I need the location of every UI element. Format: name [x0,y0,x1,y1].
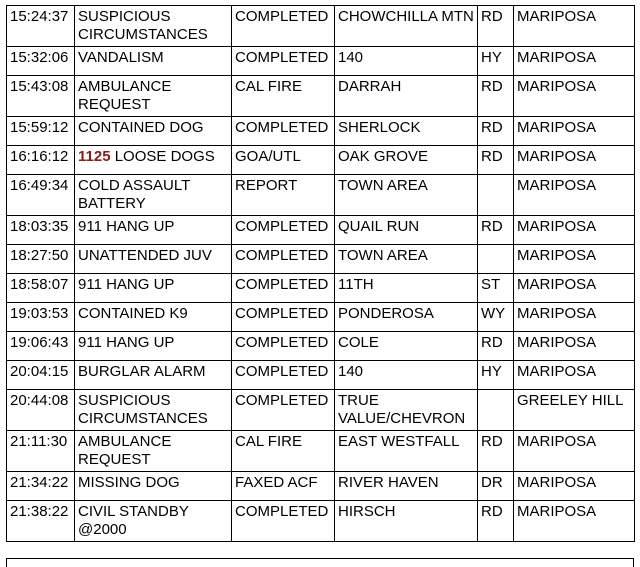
location-cell: EAST WESTFALL [335,431,478,472]
disposition-cell: COMPLETED [232,501,335,542]
area-cell: MARIPOSA [514,303,635,332]
street-suffix-cell: DR [478,472,514,501]
disposition-cell: COMPLETED [232,6,335,47]
area-cell: MARIPOSA [514,245,635,274]
time-cell: 15:59:12 [7,117,75,146]
call-log-table [6,5,635,542]
disposition-cell: COMPLETED [232,390,335,431]
call-code: 1125 [78,148,111,165]
location-cell: TOWN AREA [335,175,478,216]
table-row [7,146,635,175]
time-cell: 19:06:43 [7,332,75,361]
area-cell: MARIPOSA [514,47,635,76]
disposition-cell: FAXED ACF [232,472,335,501]
table-row [7,472,635,501]
time-cell: 21:34:22 [7,472,75,501]
table-row [7,175,635,216]
call-type-cell: UNATTENDED JUV [75,245,232,274]
location-cell: RIVER HAVEN [335,472,478,501]
location-cell: COLE [335,332,478,361]
call-type-cell: CONTAINED K9 [75,303,232,332]
call-type-cell: 911 HANG UP [75,274,232,303]
street-suffix-cell: ST [478,274,514,303]
area-cell: MARIPOSA [514,501,635,542]
location-cell: CHOWCHILLA MTN [335,6,478,47]
time-cell: 20:04:15 [7,361,75,390]
area-cell: MARIPOSA [514,361,635,390]
street-suffix-cell: HY [478,361,514,390]
location-cell: 11TH [335,274,478,303]
street-suffix-cell: RD [478,216,514,245]
table-row [7,6,635,47]
street-suffix-cell: RD [478,6,514,47]
area-cell: GREELEY HILL [514,390,635,431]
area-cell: MARIPOSA [514,216,635,245]
area-cell: MARIPOSA [514,146,635,175]
area-cell: MARIPOSA [514,431,635,472]
disposition-cell: CAL FIRE [232,76,335,117]
area-cell: MARIPOSA [514,6,635,47]
call-type-cell [75,146,232,175]
call-type-cell: 911 HANG UP [75,332,232,361]
table-row [7,501,635,542]
call-type-cell: CONTAINED DOG [75,117,232,146]
table-row [7,76,635,117]
call-type-cell: VANDALISM [75,47,232,76]
street-suffix-cell: RD [478,146,514,175]
area-cell: MARIPOSA [514,76,635,117]
disposition-cell: COMPLETED [232,245,335,274]
disposition-cell: REPORT [232,175,335,216]
time-cell: 15:43:08 [7,76,75,117]
time-cell: 19:03:53 [7,303,75,332]
call-type-cell: MISSING DOG [75,472,232,501]
location-cell: HIRSCH [335,501,478,542]
time-cell: 18:27:50 [7,245,75,274]
location-cell: 140 [335,47,478,76]
call-type-text: LOOSE DOGS [110,148,215,165]
street-suffix-cell: RD [478,332,514,361]
next-row-edge [6,558,634,567]
disposition-cell: GOA/UTL [232,146,335,175]
table-row [7,245,635,274]
table-row [7,390,635,431]
location-cell: DARRAH [335,76,478,117]
street-suffix-cell: WY [478,303,514,332]
time-cell: 20:44:08 [7,390,75,431]
table-row [7,117,635,146]
area-cell: MARIPOSA [514,472,635,501]
street-suffix-cell: HY [478,47,514,76]
call-type-cell: BURGLAR ALARM [75,361,232,390]
street-suffix-cell: RD [478,117,514,146]
table-row [7,332,635,361]
call-type-cell: AMBULANCE REQUEST [75,431,232,472]
time-cell: 15:32:06 [7,47,75,76]
street-suffix-cell: RD [478,76,514,117]
time-cell: 18:03:35 [7,216,75,245]
time-cell: 15:24:37 [7,6,75,47]
location-cell: TRUE VALUE/CHEVRON [335,390,478,431]
table-row [7,216,635,245]
street-suffix-cell [478,390,514,431]
table-row [7,303,635,332]
location-cell: OAK GROVE [335,146,478,175]
time-cell: 16:49:34 [7,175,75,216]
time-cell: 18:58:07 [7,274,75,303]
table-row [7,47,635,76]
location-cell: TOWN AREA [335,245,478,274]
location-cell: SHERLOCK [335,117,478,146]
disposition-cell: COMPLETED [232,47,335,76]
street-suffix-cell: RD [478,501,514,542]
disposition-cell: COMPLETED [232,303,335,332]
disposition-cell: COMPLETED [232,332,335,361]
disposition-cell: COMPLETED [232,117,335,146]
table-row [7,431,635,472]
time-cell: 16:16:12 [7,146,75,175]
table-row [7,274,635,303]
location-cell: 140 [335,361,478,390]
call-type-cell: SUSPICIOUS CIRCUMSTANCES [75,6,232,47]
street-suffix-cell [478,245,514,274]
street-suffix-cell [478,175,514,216]
call-type-cell: 911 HANG UP [75,216,232,245]
disposition-cell: COMPLETED [232,361,335,390]
location-cell: QUAIL RUN [335,216,478,245]
street-suffix-cell: RD [478,431,514,472]
call-log-body [7,6,635,542]
time-cell: 21:38:22 [7,501,75,542]
call-type-cell: COLD ASSAULT BATTERY [75,175,232,216]
table-row [7,361,635,390]
call-type-cell: CIVIL STANDBY @2000 [75,501,232,542]
call-type-cell: SUSPICIOUS CIRCUMSTANCES [75,390,232,431]
area-cell: MARIPOSA [514,175,635,216]
disposition-cell: CAL FIRE [232,431,335,472]
disposition-cell: COMPLETED [232,274,335,303]
area-cell: MARIPOSA [514,332,635,361]
area-cell: MARIPOSA [514,117,635,146]
disposition-cell: COMPLETED [232,216,335,245]
area-cell: MARIPOSA [514,274,635,303]
time-cell: 21:11:30 [7,431,75,472]
call-type-cell: AMBULANCE REQUEST [75,76,232,117]
location-cell: PONDEROSA [335,303,478,332]
